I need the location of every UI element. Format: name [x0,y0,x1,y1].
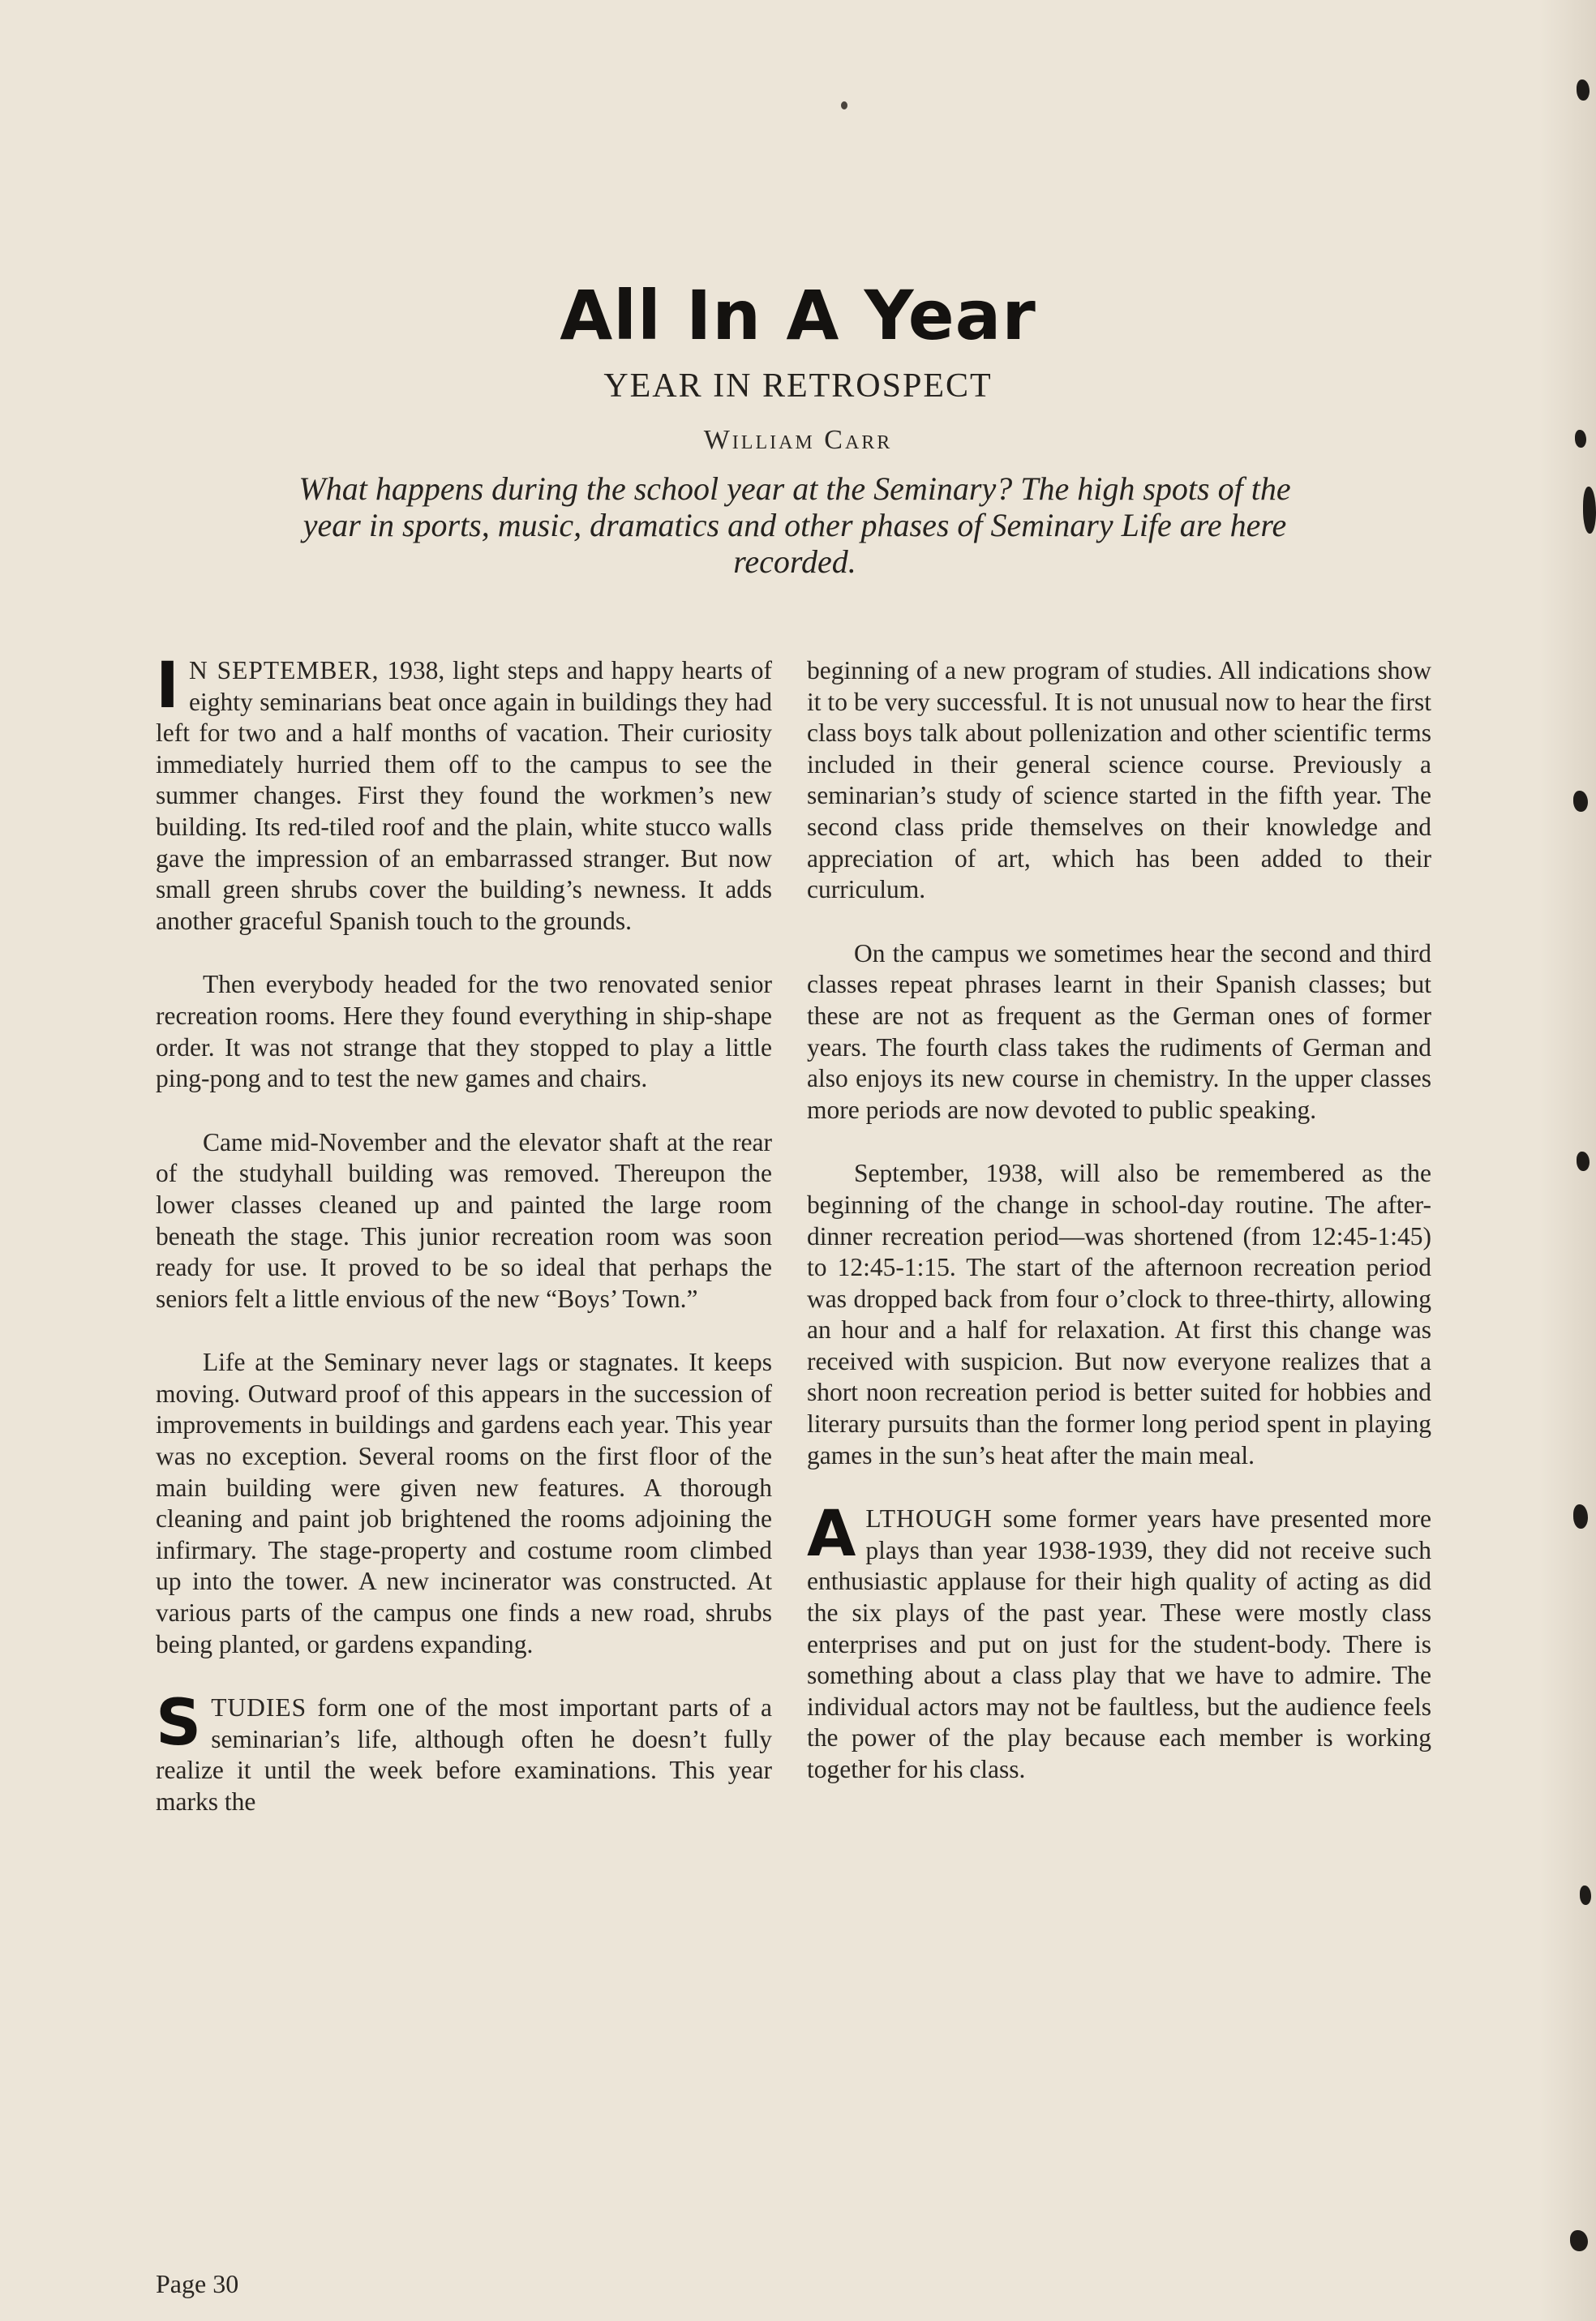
paragraph [156,650,773,937]
drop-cap: A [807,1498,856,1572]
paragraph: Came mid-November and the elevator shaft at the rear of the studyhall building was removed. Thereupon the lower classes cleaned up and painted the large room beneath the stage. This junior recreation room was soon ready for use. It proved to be so ideal that perhaps the seniors felt a little envious of the new “Boys’ Town.” [156,1127,772,1313]
paragraph [807,1498,1431,1785]
drop-cap: S [156,1687,202,1761]
binding-hole-mark [1570,2230,1588,2251]
binding-hole-mark [1577,79,1590,101]
page-number: Page 30 [156,2269,239,2298]
paragraph-text: form one of the most important parts of a seminarian’s life, although often he doesn’t fully realize it until the week before examinations. This year marks the [156,1693,772,1816]
binding-hole-mark [1573,791,1588,812]
article-title: All In A Year [560,276,1036,355]
binding-hole-mark [1577,1152,1590,1171]
lead-in: LTHOUGH [865,1504,993,1534]
right-column [807,655,1431,1818]
paragraph [156,1687,772,1817]
lead-in: N SEPTEMBER, [189,656,380,684]
binding-hole-mark [1580,1886,1591,1905]
lead-in: TUDIES [211,1693,307,1723]
binding-hole-mark [1573,1504,1588,1529]
paragraph: On the campus we sometimes hear the second and third classes repeat phrases learnt in their Spanish classes; but these are not as frequent as the German ones of former years. The fourth class takes the rudiments of German and also enjoys its new course in chemistry. In the upper classes more periods are now devoted to public speaking. [807,938,1431,1124]
drop-cap: I [156,650,180,723]
article-subtitle: YEAR IN RETROSPECT [603,367,993,405]
paragraph: Life at the Seminary never lags or stagnates. It keeps moving. Outward proof of this appears in the succession of improvements in buildings and gardens each year. This year was no exception. Several rooms on the first floor of the main building were given new features. A thorough cleaning and paint job brightened the rooms adjoining the infirmary. The stage-property and costume room climbed up into the tower. A new incinerator was constructed. At various parts of the campus one finds a new road, shrubs being planted, or gardens expanding. [156,1348,772,1658]
paragraph: beginning of a new program of studies. All indications show it to be very successful. It is not unusual now to hear the first class boys talk about pollenization and other scientific terms included in their general science course. Previously a seminarian’s study of science started in the fifth year. The second class pride themselves on their knowledge and appreciation of art, which has been added to their curriculum. [807,656,1431,904]
ink-fleck [841,101,847,109]
article-author: William Carr [703,425,893,455]
article-intro: What happens during the school year at the Seminary? The high spots of the year in sports, music, dramatics and other phases of Seminary Life are here recorded. [298,470,1291,580]
left-column [156,650,773,1851]
paragraph-text: 1938, light steps and happy hearts of eighty seminarians beat once again in buildings they had left for two and a half months of vacation. Their curiosity immediately hurried them off to the campus to see the summer changes. First they found the workmen’s new building. Its red-tiled roof and the plain, white stucco walls gave the impression of an embarrassed stranger. But now small green shrubs cover the building’s newness. It adds another graceful Spanish touch to the grounds. [156,656,773,935]
paragraph-text: some former years have presented more plays than year 1938-1939, they did not receive such enthusiastic applause for their high quality of acting as did the six plays of the past year. These were mostly class enterprises and put on just for the student-body. There is something about a class play that we have to admire. The individual actors may not be faultless, but the audience feels the power of the play because each member is working together for his class. [807,1504,1431,1783]
paragraph: Then everybody headed for the two renovated senior recreation rooms. Here they found everything in ship-shape order. It was not strange that they stopped to play a little ping-pong and to test the new games and chairs. [156,970,772,1093]
paragraph: September, 1938, will also be remembered as the beginning of the change in school-day routine. The after-dinner recreation period—was shortened (from 12:45-1:45) to 12:45-1:15. The start of the afternoon recreation period was dropped back from four o’clock to three-thirty, allowing an hour and a half for relaxation. At first this change was received with suspicion. But now everyone realizes that a short noon recreation period is better suited for hobbies and literary pursuits than the former long period spent in playing games in the sun’s heat after the main meal. [807,1159,1431,1469]
